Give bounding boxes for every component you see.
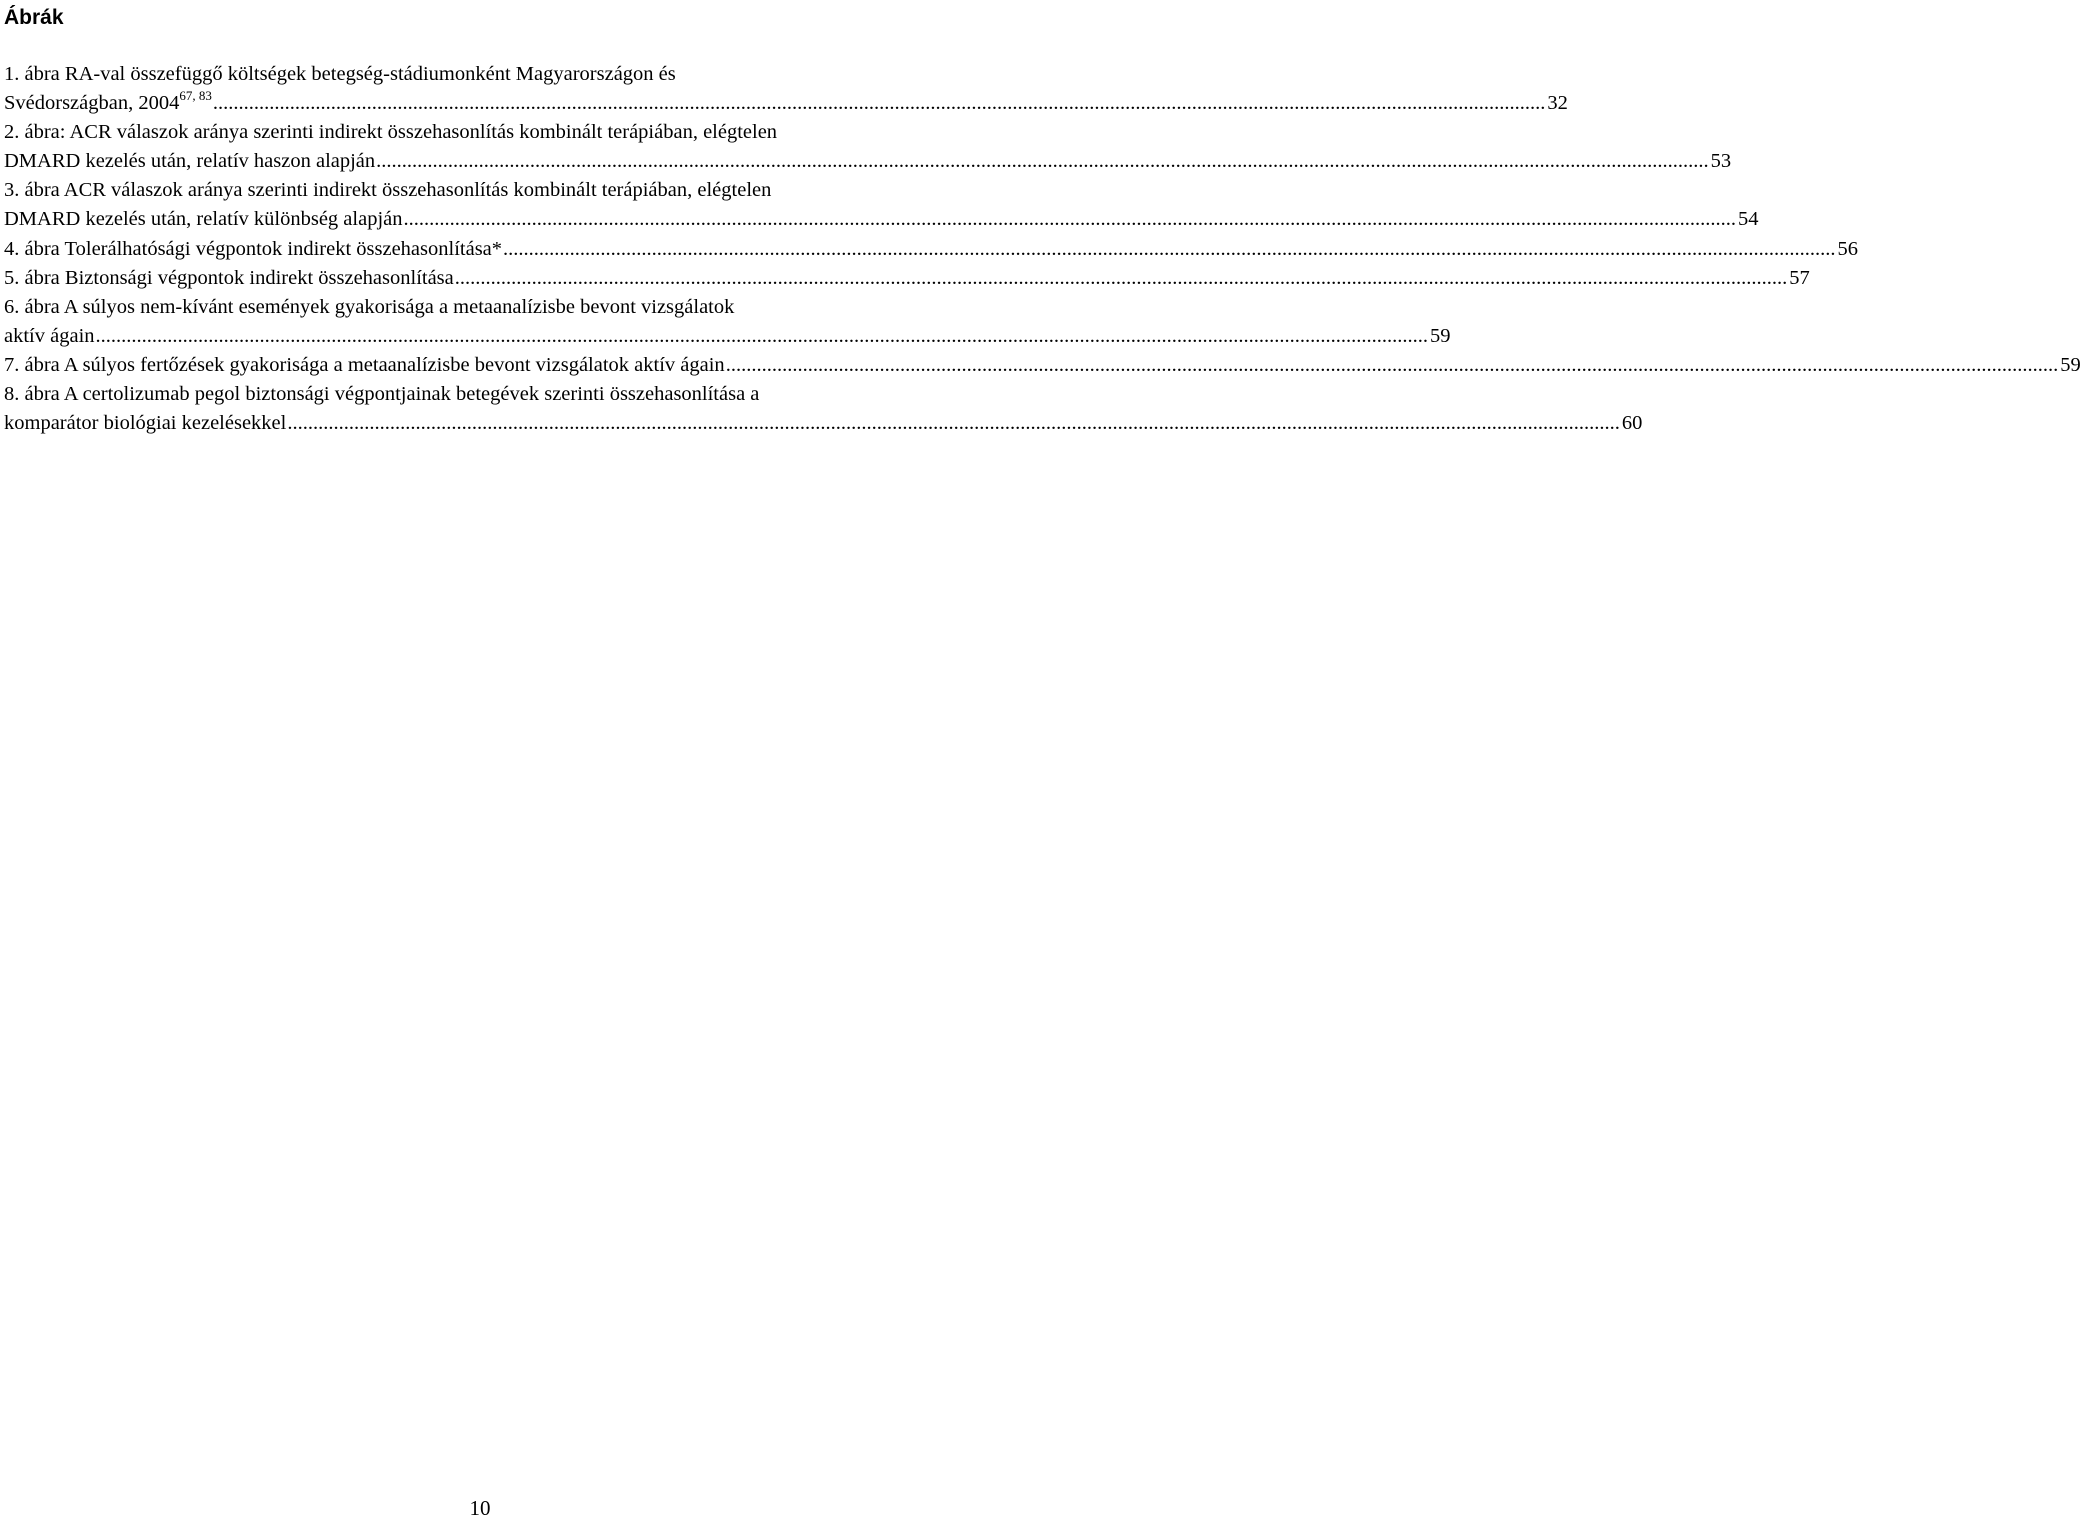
- dot-leader: ....................................................................................................................................................................................................................................................................: [503, 237, 1836, 260]
- toc-entry-text-line: 7. ábra A súlyos fertőzések gyakorisága a metaanalízisbe bevont vizsgálatok aktív ágain: [4, 353, 725, 376]
- toc-entry-3[interactable]: [4, 176, 1759, 234]
- toc-entry-text-line: 4. ábra Tolerálhatósági végpontok indirekt összehasonlítása*: [4, 237, 503, 260]
- page-number: 10: [469, 1496, 491, 1520]
- toc-page-number: 57: [1789, 266, 1810, 289]
- toc-entry-text-line: 6. ábra A súlyos nem-kívánt események gyakorisága a metaanalízisbe bevont vizsgálatok: [4, 295, 735, 318]
- toc-page-number: 54: [1738, 208, 1759, 231]
- toc-entry-text-line: 5. ábra Biztonsági végpontok indirekt összehasonlítása: [4, 266, 454, 289]
- toc-entry-text-line: aktív ágain: [4, 324, 95, 347]
- reference-superscript: 67, 83: [179, 88, 212, 104]
- toc-entry-text-line: DMARD kezelés után, relatív különbség alapján: [4, 208, 403, 231]
- toc-page-number: 59: [1430, 324, 1451, 347]
- toc-page-number: 59: [2060, 353, 2081, 376]
- dot-leader: ....................................................................................................................................................................................................................................................................: [212, 92, 1546, 115]
- toc-entry-text-line: DMARD kezelés után, relatív haszon alapján: [4, 150, 376, 173]
- toc-entry-text-line: 2. ábra: ACR válaszok aránya szerinti indirekt összehasonlítás kombinált terápiában, elégtelen: [4, 121, 778, 144]
- dot-leader: ....................................................................................................................................................................................................................................................................: [454, 266, 1788, 289]
- dot-leader: ....................................................................................................................................................................................................................................................................: [287, 412, 1620, 435]
- figure-list: [4, 60, 2081, 438]
- toc-page-number: 60: [1621, 412, 1643, 435]
- dot-leader: ....................................................................................................................................................................................................................................................................: [403, 208, 1736, 231]
- toc-entry-text-line: 1. ábra RA-val összefüggő költségek betegség-stádiumonként Magyarországon és: [4, 63, 676, 85]
- toc-entry-text-line: komparátor biológiai kezelésekkel: [4, 412, 287, 435]
- toc-page-number: 56: [1837, 237, 1859, 260]
- toc-page-number: 32: [1547, 92, 1568, 115]
- toc-entry-7[interactable]: [4, 351, 2081, 380]
- dot-leader: ....................................................................................................................................................................................................................................................................: [95, 324, 1429, 347]
- toc-entry-4[interactable]: [4, 235, 1859, 264]
- toc-entry-2[interactable]: [4, 118, 1732, 176]
- toc-entry-6[interactable]: [4, 293, 1451, 351]
- toc-page-number: 53: [1710, 150, 1732, 173]
- toc-entry-text-line: 8. ábra A certolizumab pegol biztonsági végpontjainak betegévek szerinti összehasonlítása a: [4, 383, 760, 406]
- section-heading: Ábrák: [4, 6, 64, 29]
- dot-leader: ....................................................................................................................................................................................................................................................................: [376, 150, 1709, 173]
- dot-leader: ....................................................................................................................................................................................................................................................................: [725, 353, 2059, 376]
- toc-entry-5[interactable]: [4, 264, 1810, 293]
- toc-entry-text-line: Svédországban, 2004$^{67, 83}$: [4, 88, 212, 115]
- toc-entry-8[interactable]: [4, 380, 1643, 438]
- toc-entry-text-line: 3. ábra ACR válaszok aránya szerinti indirekt összehasonlítás kombinált terápiában, elégtelen: [4, 179, 772, 202]
- toc-entry-1[interactable]: [4, 60, 1568, 118]
